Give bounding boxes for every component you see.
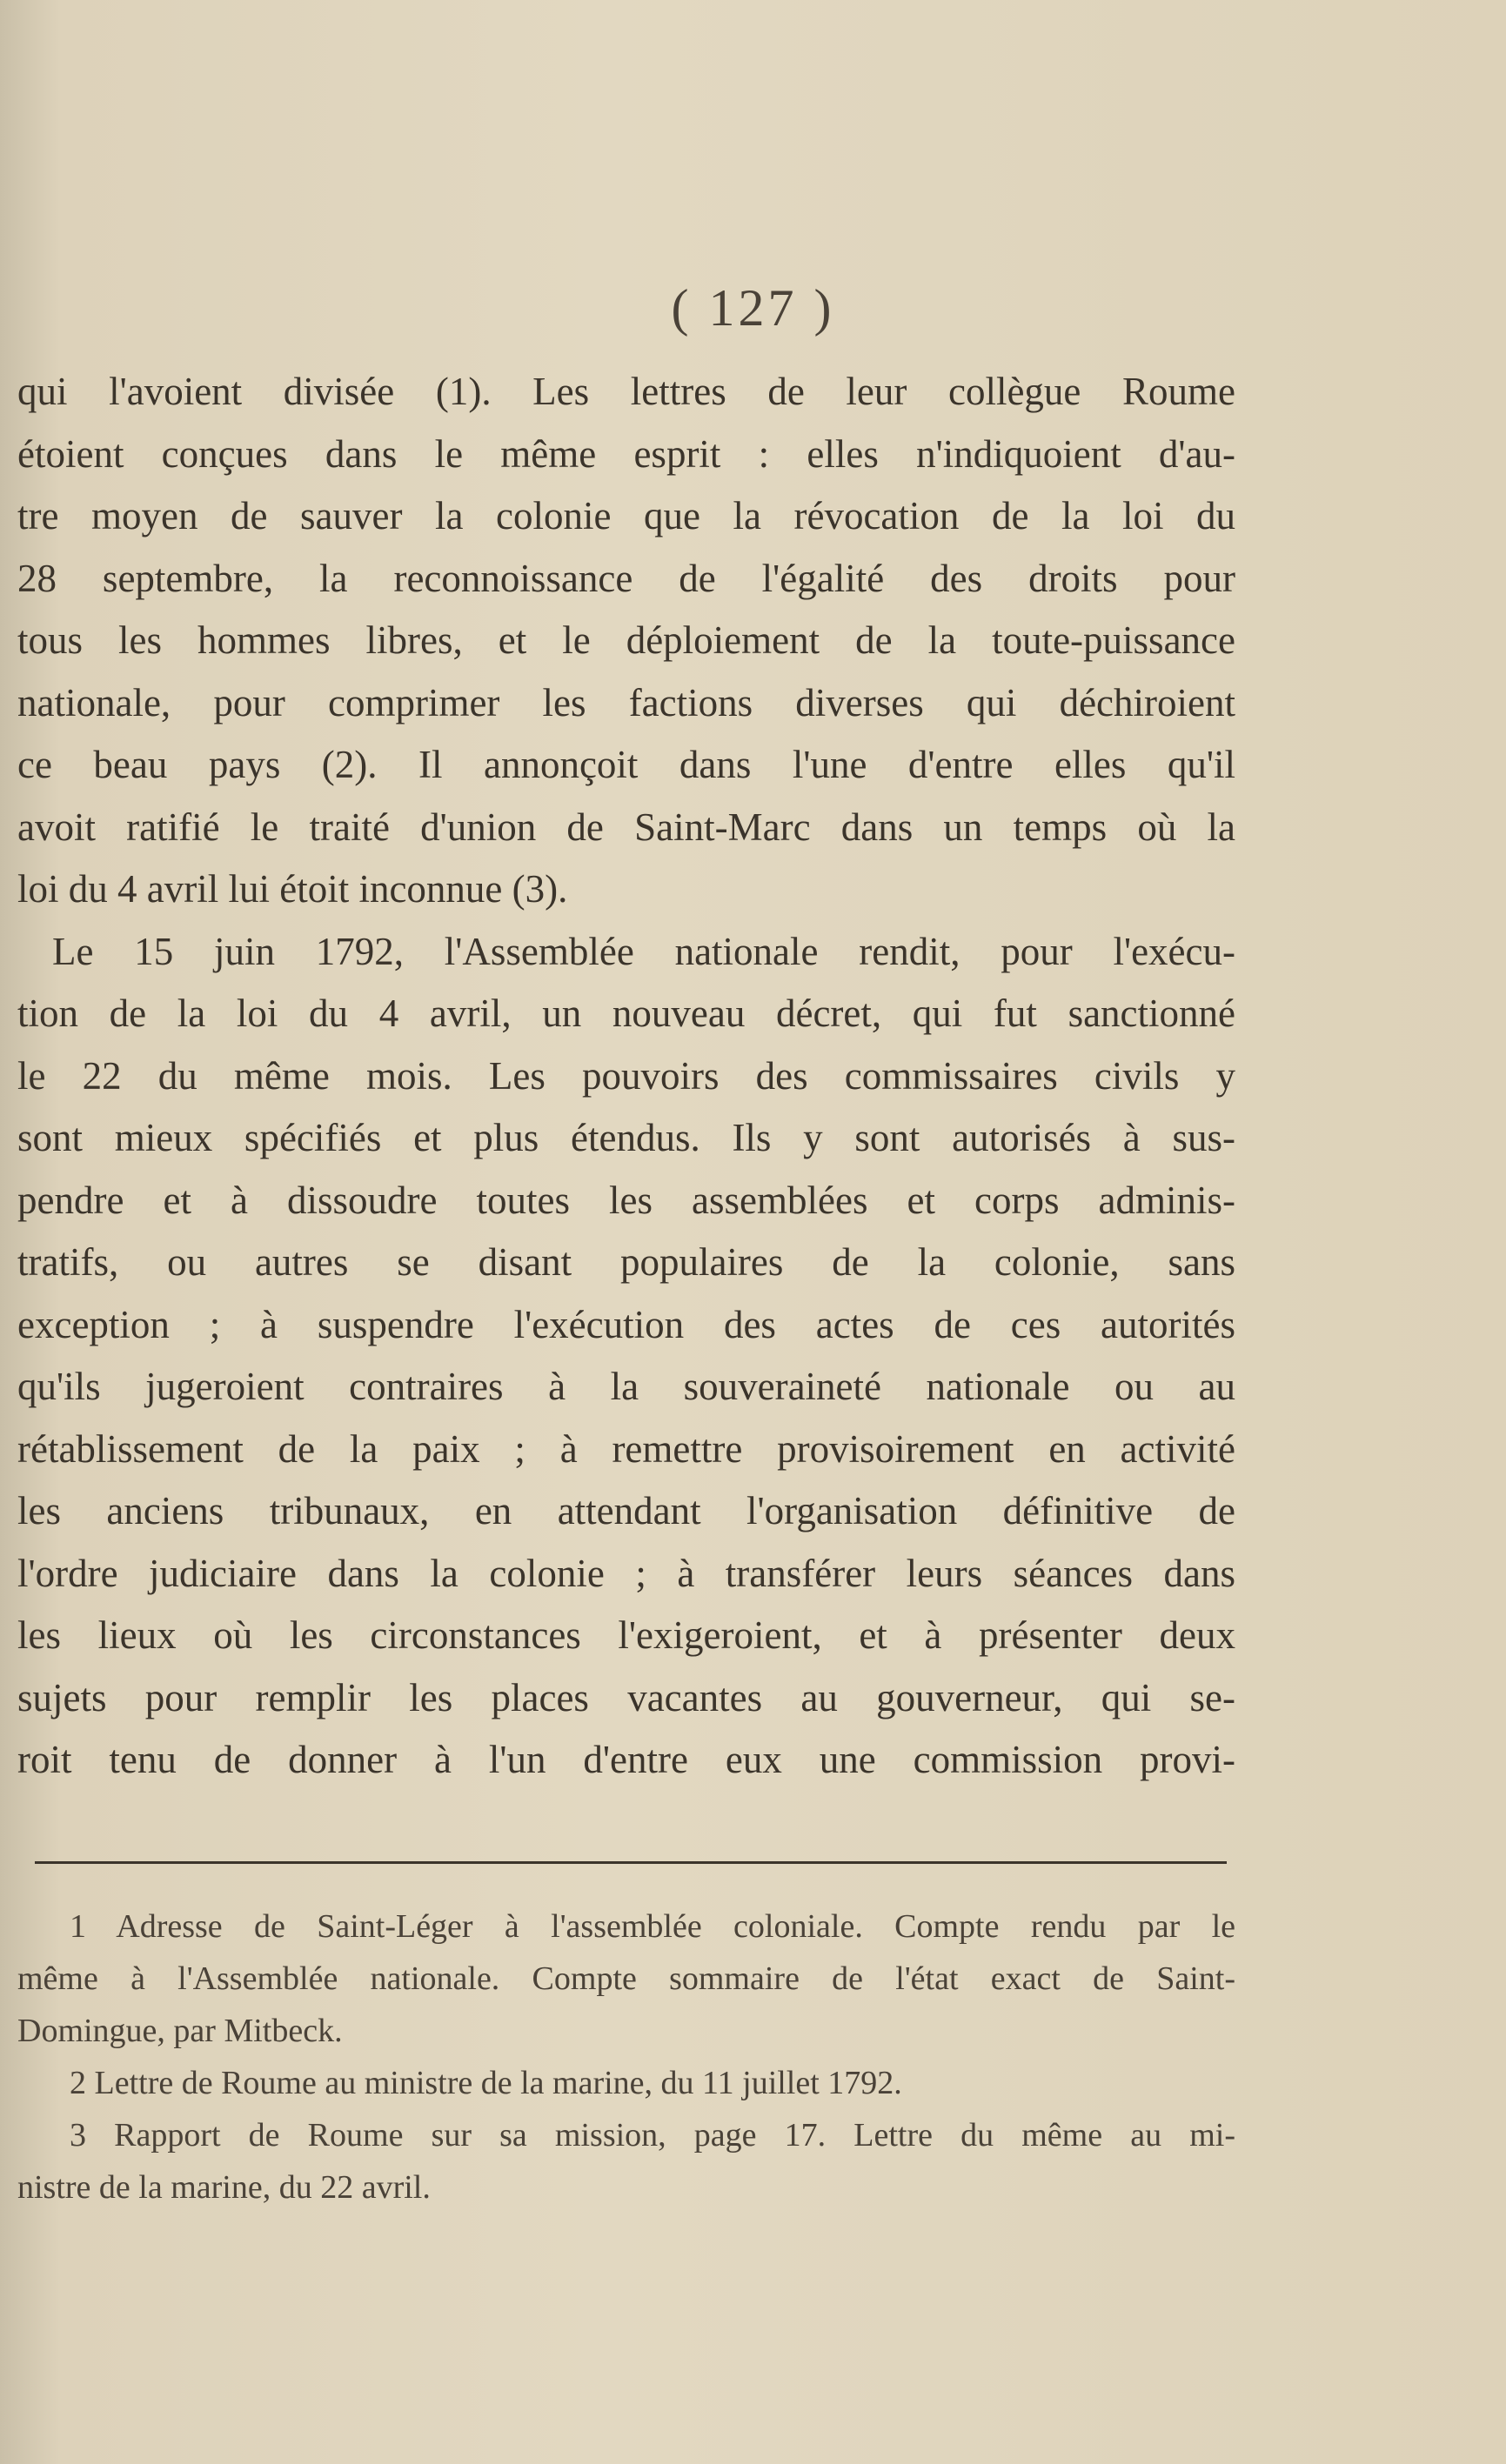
text-line: sont mieux spécifiés et plus étendus. Ils y sont autorisés à sus-: [17, 1116, 1235, 1159]
text-line: qui l'avoient divisée (1). Les lettres de leur collègue Roume: [17, 370, 1235, 413]
text-line: avoit ratifié le traité d'union de Saint-Marc dans un temps où la: [17, 805, 1235, 849]
text-line: l'ordre judiciaire dans la colonie ; à transférer leurs séances dans: [17, 1551, 1235, 1595]
text-line: nationale, pour comprimer les factions diverses qui déchiroient: [17, 680, 1235, 725]
footnotes: [17, 1900, 1235, 2214]
text-line: les lieux où les circonstances l'exigeroient, et à présenter deux: [17, 1613, 1235, 1657]
text-line: qu'ils jugeroient contraires à la souveraineté nationale ou au: [17, 1365, 1235, 1408]
text-line: tous les hommes libres, et le déploiement de la toute-puissance: [17, 618, 1235, 662]
page-number: ( 127 ): [671, 279, 835, 337]
text-line: tratifs, ou autres se disant populaires de la colonie, sans: [17, 1240, 1235, 1284]
footnote-line: même à l'Assemblée nationale. Compte sommaire de l'état exact de Saint-: [17, 1960, 1235, 1997]
footnote-line: 3 Rapport de Roume sur sa mission, page 17. Lettre du même au mi-: [70, 2117, 1235, 2153]
text-line: pendre et à dissoudre toutes les assemblées et corps adminis-: [17, 1178, 1235, 1222]
text-line: 28 septembre, la reconnoissance de l'égalité des droits pour: [17, 556, 1235, 600]
footnote-line: 1 Adresse de Saint-Léger à l'assemblée coloniale. Compte rendu par le: [70, 1908, 1235, 1945]
text-line: le 22 du même mois. Les pouvoirs des commissaires civils y: [17, 1053, 1235, 1098]
text-line: tion de la loi du 4 avril, un nouveau décret, qui fut sanctionné: [17, 992, 1235, 1035]
footnote-line: Domingue, par Mitbeck.: [17, 2013, 343, 2049]
text-line: roit tenu de donner à l'un d'entre eux une commission provi-: [17, 1738, 1235, 1781]
footnote-line: nistre de la marine, du 22 avril.: [17, 2169, 431, 2206]
text-line: tre moyen de sauver la colonie que la révocation de la loi du: [17, 494, 1235, 538]
body-text: [17, 361, 1235, 1792]
text-line: les anciens tribunaux, en attendant l'organisation définitive de: [17, 1489, 1235, 1532]
text-line: loi du 4 avril lui étoit inconnue (3).: [17, 867, 568, 911]
text-line: exception ; à suspendre l'exécution des actes de ces autorités: [17, 1302, 1235, 1346]
text-line: rétablissement de la paix ; à remettre provisoirement en activité: [17, 1426, 1235, 1471]
footnote-rule: [35, 1861, 1227, 1864]
text-line: sujets pour remplir les places vacantes au gouverneur, qui se-: [17, 1675, 1235, 1719]
text-line: étoient conçues dans le même esprit : elles n'indiquoient d'au-: [17, 431, 1235, 476]
text-line: Le 15 juin 1792, l'Assemblée nationale rendit, pour l'exécu-: [52, 929, 1235, 973]
text-line: ce beau pays (2). Il annonçoit dans l'une d'entre elles qu'il: [17, 743, 1235, 786]
footnote-line: 2 Lettre de Roume au ministre de la marine, du 11 juillet 1792.: [70, 2065, 902, 2101]
